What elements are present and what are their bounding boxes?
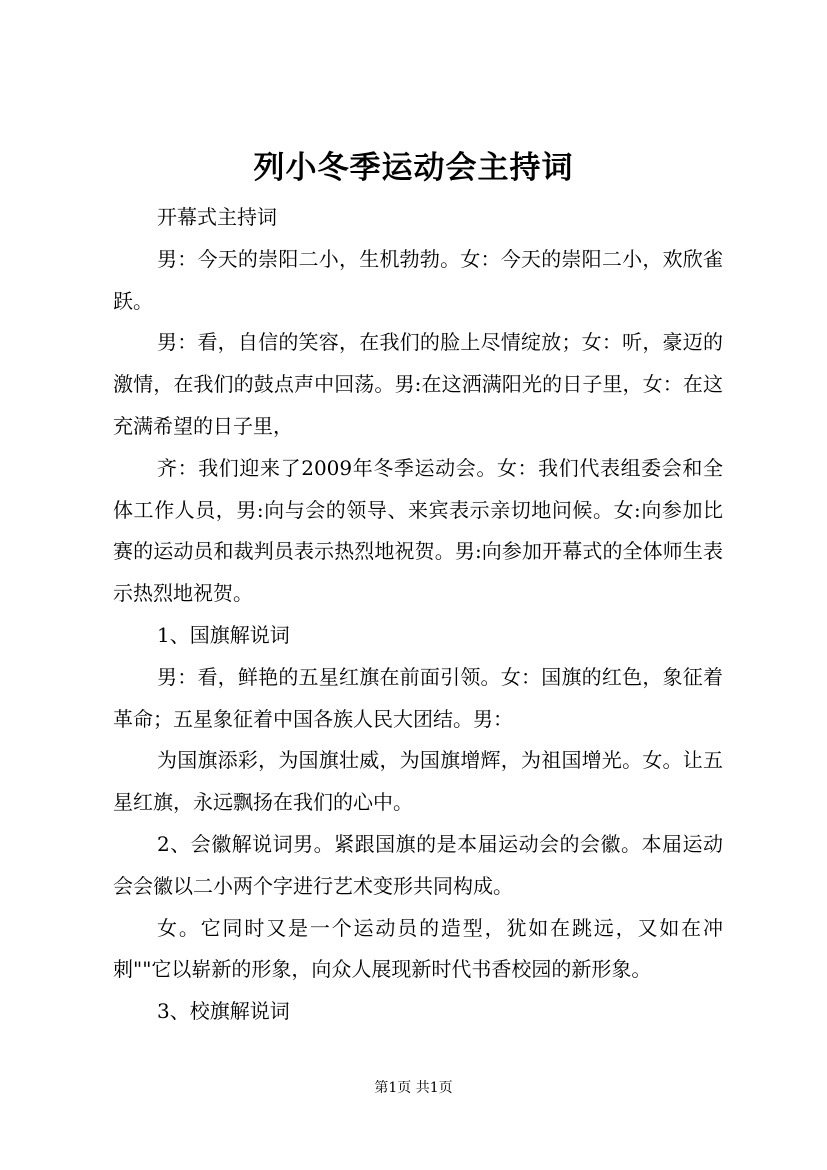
section-heading-school-flag: 3、校旗解说词 (157, 999, 290, 1024)
paragraph: 齐：我们迎来了2009年冬季运动会。女：我们代表组委会和全体工作人员，男:向与会的领导、来宾表示亲切地问候。女:向参加比赛的运动员和裁判员表示热烈地祝贺。男:向参加开幕式的全体师生表示热烈地祝贺。 (113, 455, 723, 606)
paragraph-opening-heading: 开幕式主持词 (157, 205, 277, 229)
document-title: 列小冬季运动会主持词 (253, 150, 574, 186)
document-body (113, 197, 723, 1033)
paragraph: 2、会徽解说词男。紧跟国旗的是本届运动会的会徽。本届运动会会徽以二小两个字进行艺术变形共同构成。 (113, 831, 723, 898)
page-footer: 第1页 共1页 (374, 1080, 453, 1096)
paragraph: 为国旗添彩，为国旗壮威，为国旗增辉，为祖国增光。女。让五星红旗，永远飘扬在我们的心中。 (113, 748, 723, 815)
paragraph: 女。它同时又是一个运动员的造型，犹如在跳远，又如在冲刺""它以崭新的形象，向众人展现新时代书香校园的新形象。 (113, 915, 723, 982)
paragraph: 男：今天的崇阳二小，生机勃勃。女：今天的崇阳二小，欢欣雀跃。 (113, 246, 723, 313)
section-heading-flag: 1、国旗解说词 (157, 622, 290, 647)
paragraph: 男：看，自信的笑容，在我们的脸上尽情绽放；女：听，豪迈的激情，在我们的鼓点声中回荡。男:在这洒满阳光的日子里，女：在这充满希望的日子里， (113, 330, 723, 438)
paragraph: 男：看，鲜艳的五星红旗在前面引领。女：国旗的红色，象征着革命；五星象征着中国各族人民大团结。男： (113, 664, 723, 731)
